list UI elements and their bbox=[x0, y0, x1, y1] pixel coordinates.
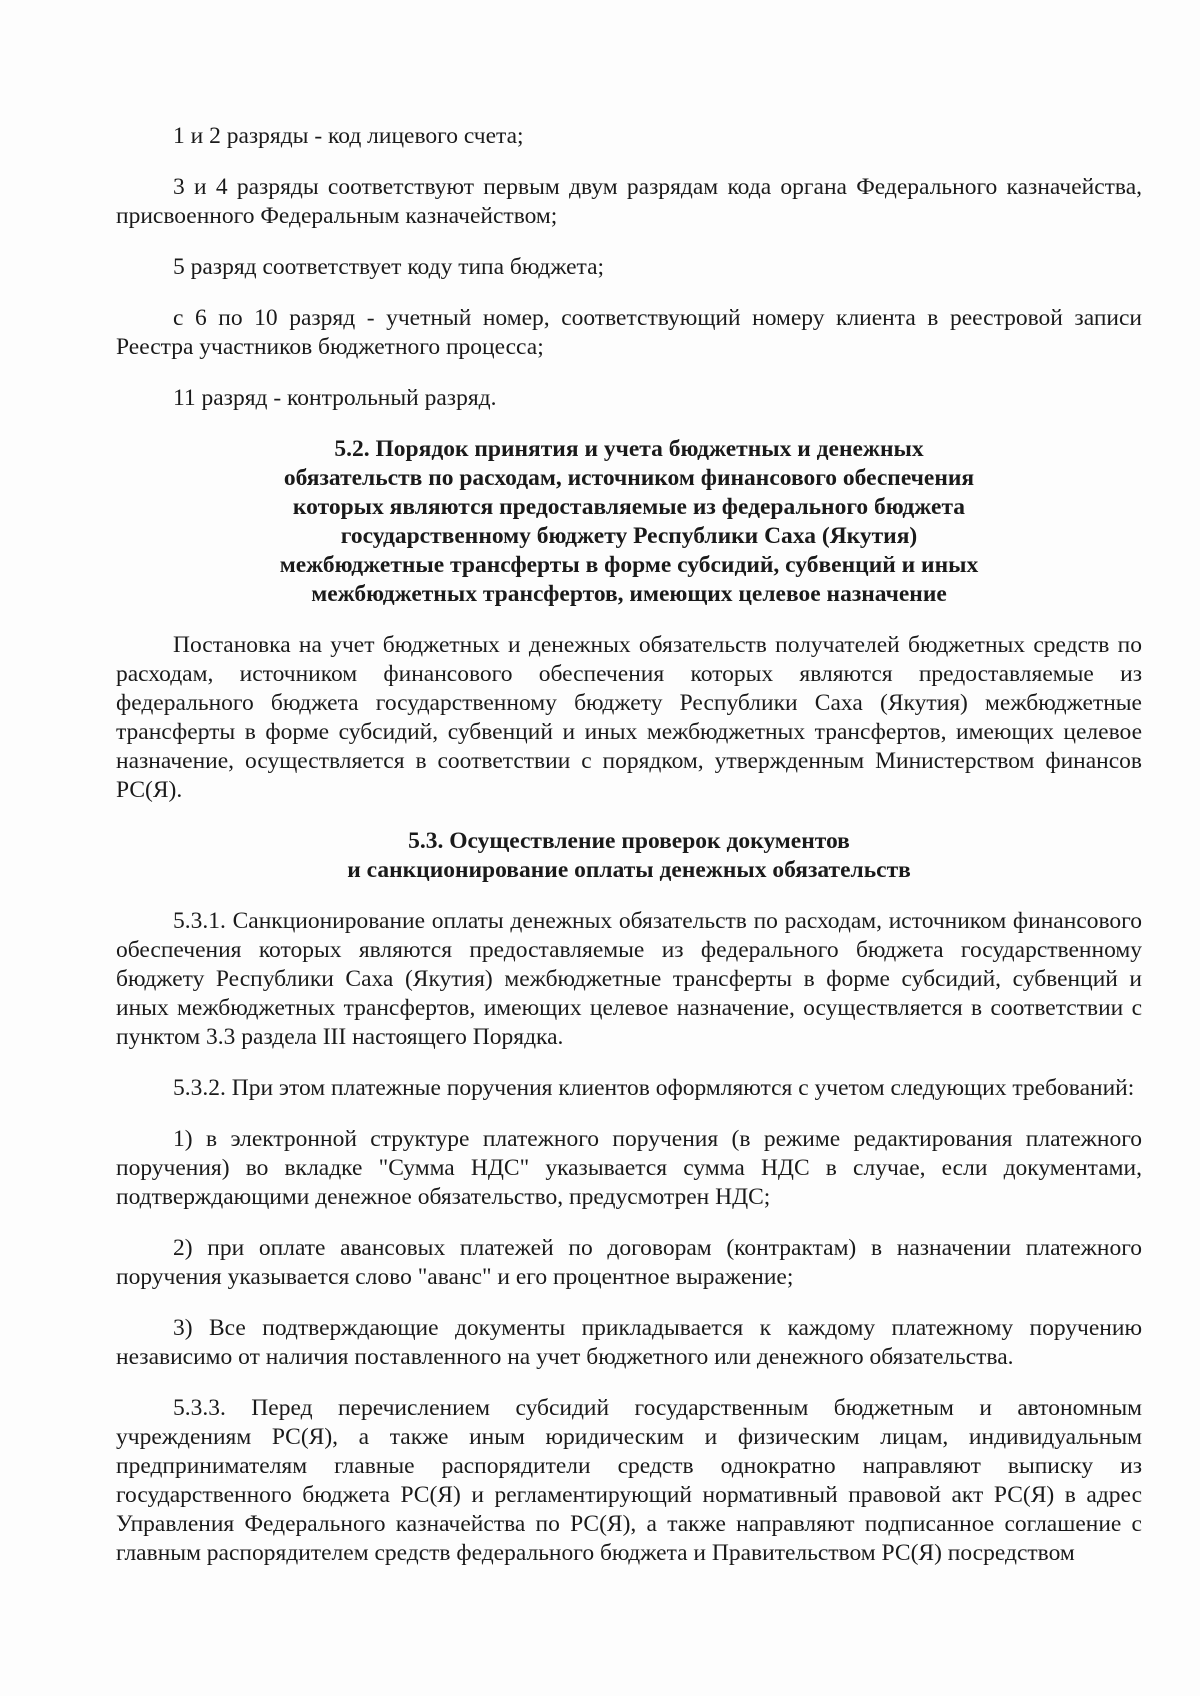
heading-line: 5.2. Порядок принятия и учета бюджетных и денежных bbox=[334, 436, 924, 462]
document-body bbox=[116, 122, 1142, 1590]
paragraph-digits-1-2: 1 и 2 разряды - код лицевого счета; bbox=[173, 123, 524, 149]
heading-line: которых являются предоставляемые из федерального бюджета bbox=[292, 494, 966, 520]
heading-line: межбюджетных трансфертов, имеющих целевое назначение bbox=[311, 581, 947, 607]
paragraph-digit-11: 11 разряд - контрольный разряд. bbox=[173, 385, 497, 411]
heading-line: государственному бюджету Республики Саха (Якутия) bbox=[340, 523, 918, 549]
section-5-2-heading bbox=[116, 435, 1142, 609]
paragraph-digits-3-4: 3 и 4 разряды соответствуют первым двум разрядам кода органа Федерального казначейства, присвоенного Федеральным казначейством; bbox=[116, 174, 1142, 229]
paragraph-requirement-1: 1) в электронной структуре платежного поручения (в режиме редактирования платежного поручения) во вкладке "Сумма НДС" указывается сумма НДС в случае, если документами, подтверждающими денежное обязательство, предусмотрен НДС; bbox=[116, 1126, 1142, 1210]
section-5-2-body: Постановка на учет бюджетных и денежных обязательств получателей бюджетных средств по расходам, источником финансового обеспечения которых являются предоставляемые из федерального бюджета государственному бюджету Республики Саха (Якутия) межбюджетные трансферты в форме субсидий, субвенций и иных межбюджетных трансфертов, имеющих целевое назначение, осуществляется в соответствии с порядком, утвержденным Министерством финансов РС(Я). bbox=[116, 632, 1142, 803]
heading-line: 5.3. Осуществление проверок документов bbox=[408, 828, 850, 854]
paragraph-digits-6-10: с 6 по 10 разряд - учетный номер, соответствующий номеру клиента в реестровой записи Реестра участников бюджетного процесса; bbox=[116, 305, 1142, 360]
paragraph-5-3-3: 5.3.3. Перед перечислением субсидий государственным бюджетным и автономным учреждениям РС(Я), а также иным юридическим и физическим лицам, индивидуальным предпринимателям главные распорядители средств однократно направляют выписку из государственного бюджета РС(Я) и регламентирующий нормативный правовой акт РС(Я) в адрес Управления Федерального казначейства по РС(Я), а также направляют подписанное соглашение с главным распорядителем средств федерального бюджета и Правительством РС(Я) посредством bbox=[116, 1395, 1142, 1566]
paragraph-requirement-2: 2) при оплате авансовых платежей по договорам (контрактам) в назначении платежного поручения указывается слово "аванс" и его процентное выражение; bbox=[116, 1235, 1142, 1290]
paragraph-5-3-2: 5.3.2. При этом платежные поручения клиентов оформляются с учетом следующих требований: bbox=[173, 1075, 1135, 1101]
heading-line: обязательств по расходам, источником финансового обеспечения bbox=[283, 465, 975, 491]
paragraph-5-3-1: 5.3.1. Санкционирование оплаты денежных обязательств по расходам, источником финансового обеспечения которых являются предоставляемые из федерального бюджета государственному бюджету Республики Саха (Якутия) межбюджетные трансферты в форме субсидий, субвенций и иных межбюджетных трансфертов, имеющих целевое назначение, осуществляется в соответствии с пунктом 3.3 раздела III настоящего Порядка. bbox=[116, 908, 1142, 1050]
paragraph-digit-5: 5 разряд соответствует коду типа бюджета; bbox=[173, 254, 605, 280]
heading-line: межбюджетные трансферты в форме субсидий, субвенций и иных bbox=[279, 552, 979, 578]
heading-line: и санкционирование оплаты денежных обязательств bbox=[347, 857, 911, 883]
paragraph-requirement-3: 3) Все подтверждающие документы прикладывается к каждому платежному поручению независимо от наличия поставленного на учет бюджетного или денежного обязательства. bbox=[116, 1315, 1142, 1370]
section-5-3-heading bbox=[116, 827, 1142, 885]
